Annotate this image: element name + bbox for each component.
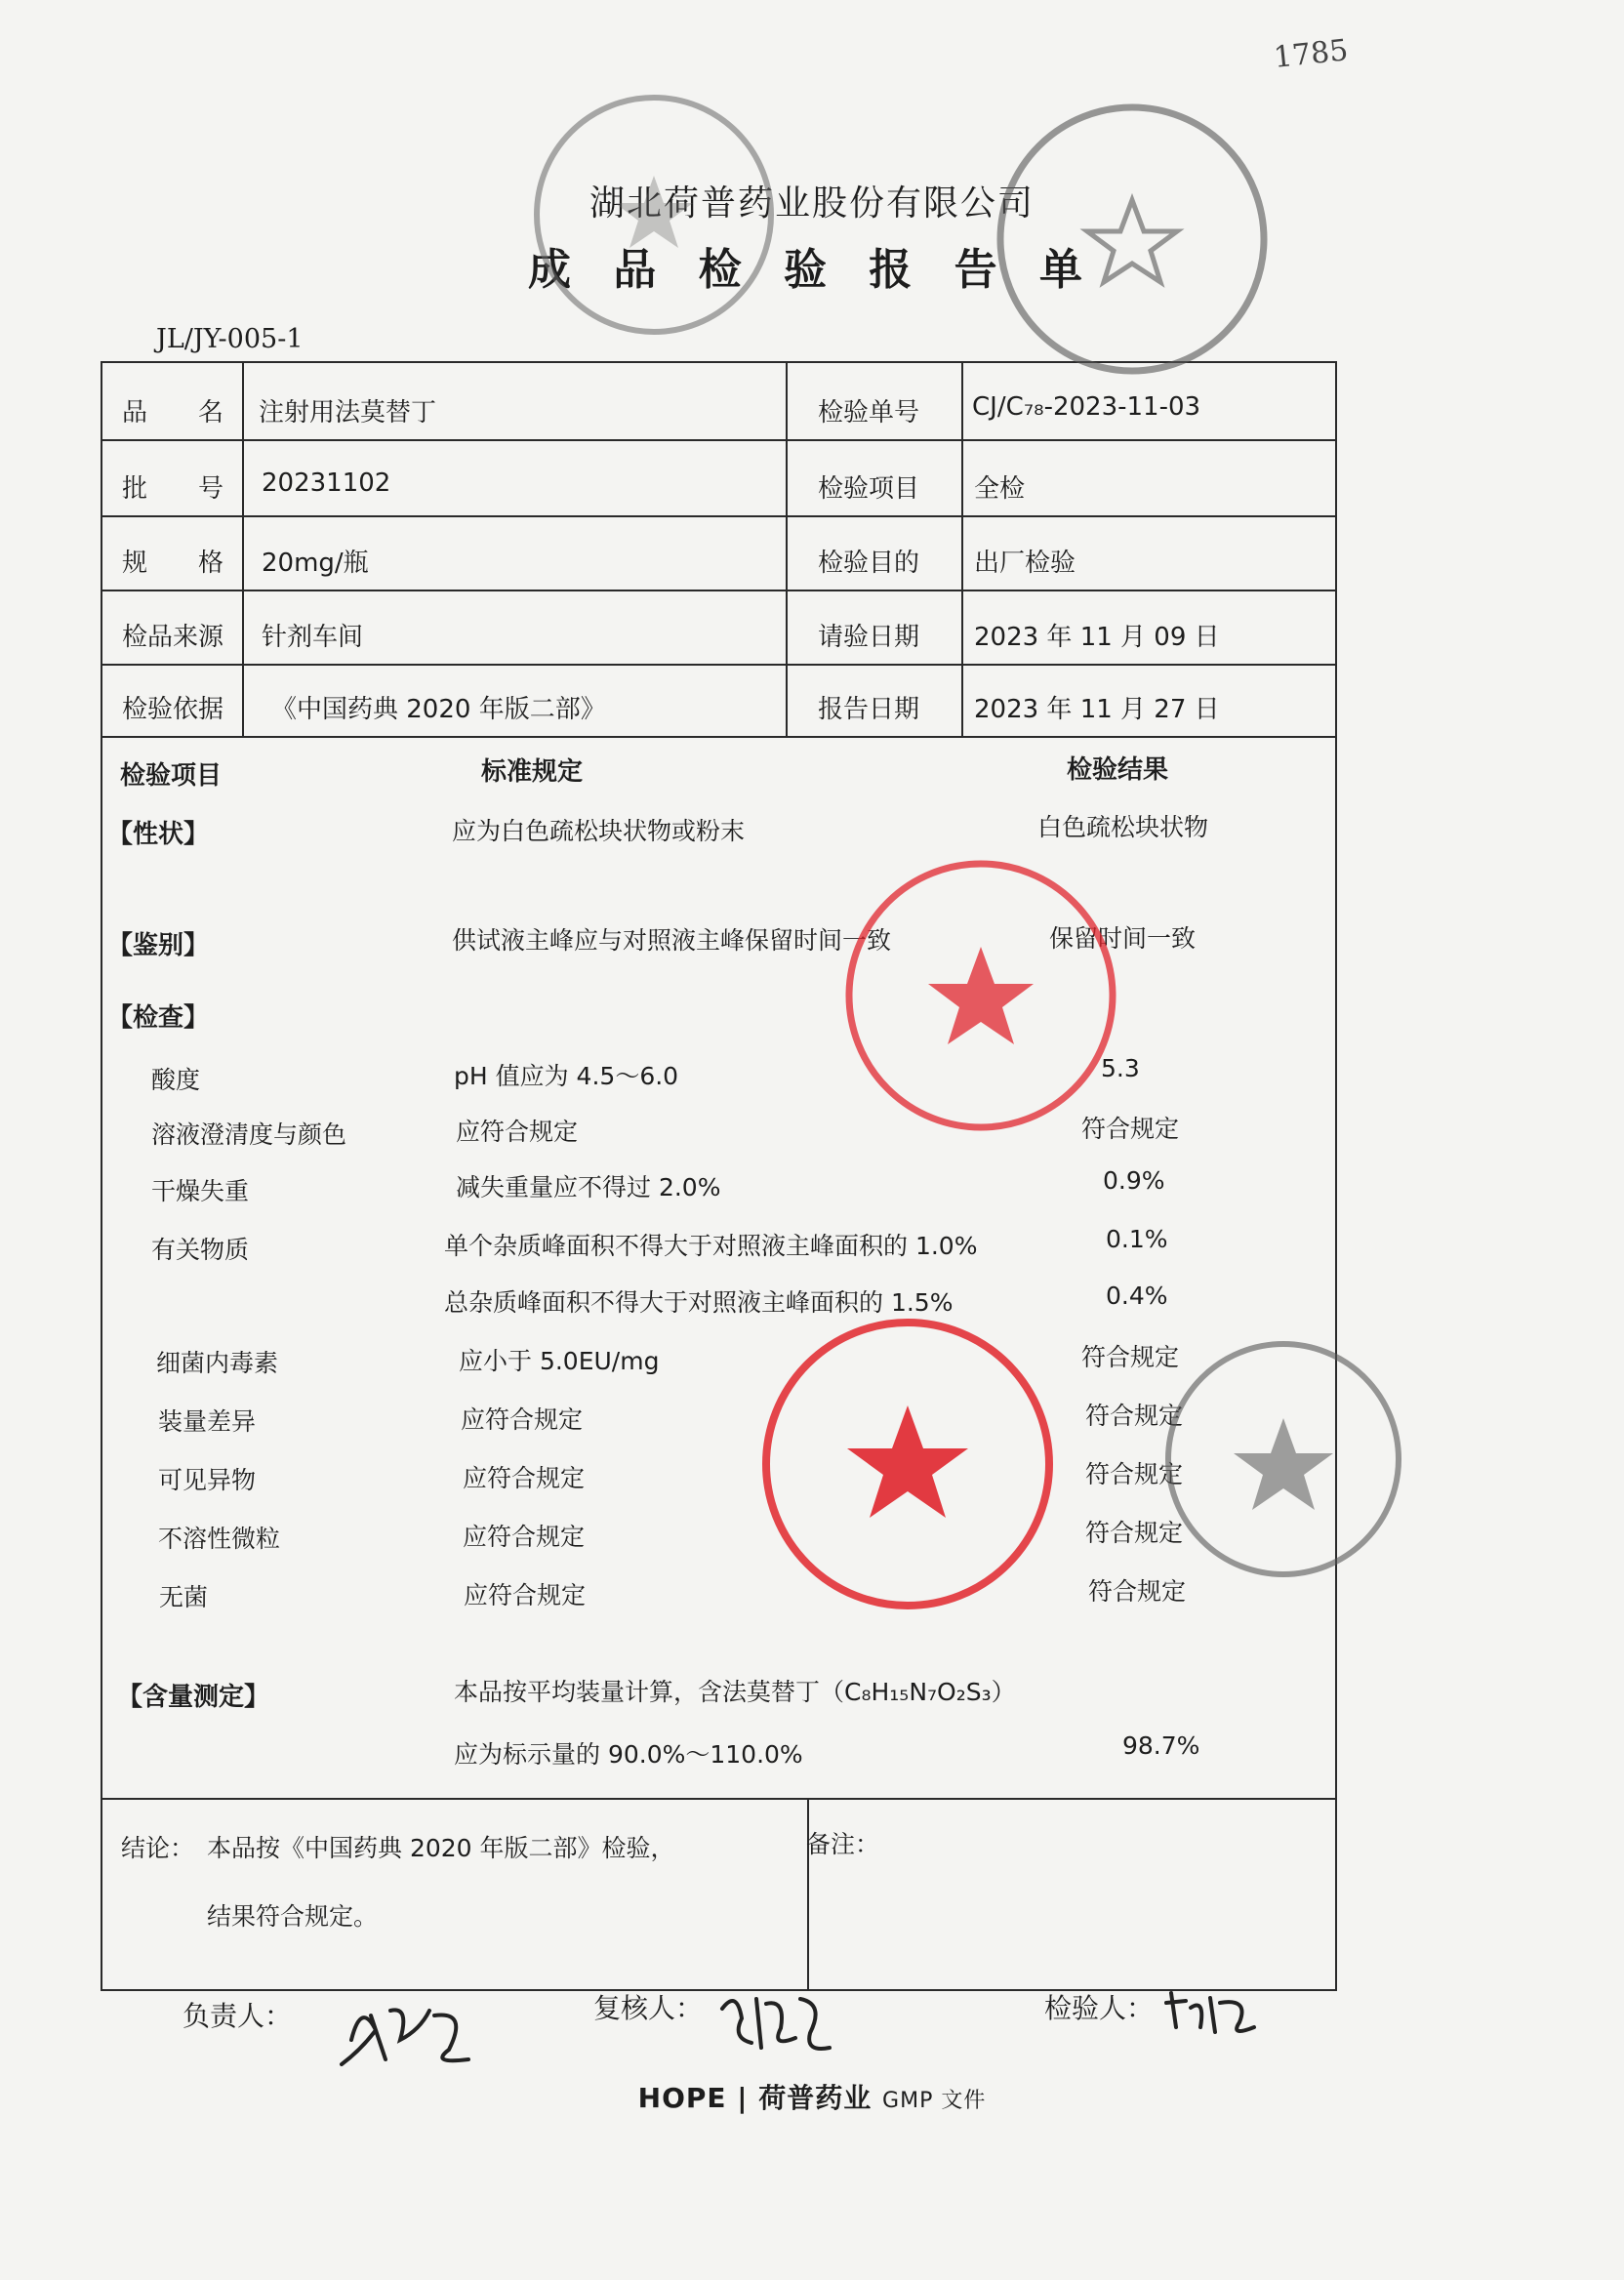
item-insoluble-particles: 不溶性微粒 <box>158 1525 281 1553</box>
standard-clarity-color: 应符合规定 <box>456 1118 579 1146</box>
standard-assay-line1: 本品按平均装量计算，含法莫替丁（C₈H₁₅N₇O₂S₃） <box>454 1678 1016 1706</box>
label-spec: 规 格 <box>122 549 224 578</box>
standard-loss-on-drying: 减失重量应不得过 2.0% <box>456 1173 721 1201</box>
row-divider <box>102 736 1335 738</box>
standard-insoluble-particles: 应符合规定 <box>463 1523 586 1551</box>
label-report-no: 检验单号 <box>818 398 920 428</box>
reviewer-signature <box>712 1979 839 2067</box>
standard-fill-variation: 应符合规定 <box>461 1405 584 1434</box>
row-divider <box>102 515 1335 517</box>
seal-grey-top-right <box>986 93 1279 386</box>
result-single-impurity: 0.1% <box>1106 1225 1168 1253</box>
col-divider <box>242 363 244 736</box>
inspector-signature <box>1157 1983 1264 2042</box>
item-related-substances: 有关物质 <box>151 1236 250 1264</box>
responsible-signature <box>332 1972 508 2079</box>
result-clarity-color: 符合规定 <box>1081 1115 1180 1143</box>
standard-visible-particles: 应符合规定 <box>463 1464 586 1492</box>
result-total-impurity: 0.4% <box>1106 1282 1168 1310</box>
conclusion-line1: 本品按《中国药典 2020 年版二部》检验， <box>207 1834 675 1862</box>
section-appearance: 【性状】 <box>107 820 210 849</box>
brand-name: 荷普药业 <box>758 2082 873 2114</box>
section-assay: 【含量测定】 <box>117 1683 270 1712</box>
row-divider <box>102 590 1335 591</box>
gmp-document-label: GMP 文件 <box>882 2089 987 2113</box>
page-title: 成 品 检 验 报 告 单 <box>528 245 1096 295</box>
label-request-date: 请验日期 <box>818 623 920 652</box>
result-appearance: 白色疏松块状物 <box>1037 813 1209 841</box>
result-acidity: 5.3 <box>1101 1054 1140 1082</box>
standard-sterility: 应符合规定 <box>464 1581 587 1609</box>
label-test-scope: 检验项目 <box>818 474 920 504</box>
result-endotoxin: 符合规定 <box>1081 1343 1180 1371</box>
item-endotoxin: 细菌内毒素 <box>156 1349 279 1377</box>
label-test-basis: 检验依据 <box>122 695 224 724</box>
standard-identification: 供试液主峰应与对照液主峰保留时间一致 <box>452 926 892 955</box>
value-request-date: 2023 年 11 月 09 日 <box>974 623 1220 652</box>
label-batch-no: 批 号 <box>122 474 224 504</box>
footer-logo: HOPE | 荷普药业 GMP 文件 <box>637 2082 987 2114</box>
conclusion-line2: 结果符合规定。 <box>207 1902 379 1931</box>
item-loss-on-drying: 干燥失重 <box>151 1177 250 1205</box>
label-test-purpose: 检验目的 <box>818 549 920 578</box>
header-result: 检验结果 <box>1067 755 1169 785</box>
value-product-name: 注射用法莫替丁 <box>259 398 437 428</box>
form-code: JL/JY-005-1 <box>156 324 304 354</box>
result-insoluble-particles: 符合规定 <box>1085 1519 1184 1547</box>
section-identification: 【鉴别】 <box>107 931 210 960</box>
section-inspection: 【检查】 <box>107 1003 210 1033</box>
standard-endotoxin: 应小于 5.0EU/mg <box>459 1347 660 1375</box>
standard-assay-line2: 应为标示量的 90.0%～110.0% <box>454 1740 803 1769</box>
result-fill-variation: 符合规定 <box>1085 1402 1184 1430</box>
hope-logo: HOPE <box>637 2082 727 2114</box>
header-test-item: 检验项目 <box>120 761 223 791</box>
seal-grey-top-left <box>527 88 781 342</box>
result-visible-particles: 符合规定 <box>1085 1460 1184 1488</box>
header-standard: 标准规定 <box>481 757 584 787</box>
col-divider <box>961 363 963 736</box>
remarks-label: 备注： <box>806 1830 880 1858</box>
result-sterility: 符合规定 <box>1088 1577 1187 1606</box>
seal-grey-right <box>1157 1332 1410 1586</box>
label-report-date: 报告日期 <box>818 695 920 724</box>
value-report-date: 2023 年 11 月 27 日 <box>974 695 1220 724</box>
corner-handwritten-number: 1785 <box>1272 33 1350 75</box>
value-batch-no: 20231102 <box>262 468 391 498</box>
value-test-scope: 全检 <box>974 474 1026 504</box>
standard-single-impurity: 单个杂质峰面积不得大于对照液主峰面积的 1.0% <box>444 1232 978 1260</box>
reviewer-label: 复核人： <box>593 1992 704 2024</box>
value-test-purpose: 出厂检验 <box>974 549 1076 578</box>
row-divider <box>102 439 1335 441</box>
standard-appearance: 应为白色疏松块状物或粉末 <box>452 817 746 845</box>
conclusion-label: 结论： <box>121 1834 195 1862</box>
value-report-no: CJ/C₇₈-2023-11-03 <box>972 392 1201 422</box>
value-spec: 20mg/瓶 <box>262 549 369 578</box>
standard-total-impurity: 总杂质峰面积不得大于对照液主峰面积的 1.5% <box>444 1288 954 1317</box>
item-clarity-color: 溶液澄清度与颜色 <box>151 1120 347 1149</box>
result-loss-on-drying: 0.9% <box>1103 1166 1165 1195</box>
responsible-label: 负责人： <box>183 2000 293 2032</box>
company-name: 湖北荷普药业股份有限公司 <box>589 183 1035 224</box>
item-fill-variation: 装量差异 <box>158 1407 257 1436</box>
label-sample-source: 检品来源 <box>122 623 224 652</box>
label-product-name: 品 名 <box>122 398 224 428</box>
col-divider <box>786 363 788 736</box>
seal-red-lower <box>751 1308 1064 1620</box>
item-acidity: 酸度 <box>151 1066 201 1094</box>
item-sterility: 无菌 <box>159 1583 209 1611</box>
seal-red-upper <box>834 849 1127 1142</box>
item-visible-particles: 可见异物 <box>158 1466 257 1494</box>
conclusion-divider <box>102 1798 1335 1800</box>
result-assay: 98.7% <box>1122 1731 1200 1760</box>
value-test-basis: 《中国药典 2020 年版二部》 <box>271 695 606 724</box>
row-divider <box>102 664 1335 666</box>
standard-acidity: pH 值应为 4.5～6.0 <box>454 1062 679 1090</box>
value-sample-source: 针剂车间 <box>262 623 364 652</box>
inspector-label: 检验人： <box>1044 1992 1155 2024</box>
result-identification: 保留时间一致 <box>1049 924 1197 953</box>
